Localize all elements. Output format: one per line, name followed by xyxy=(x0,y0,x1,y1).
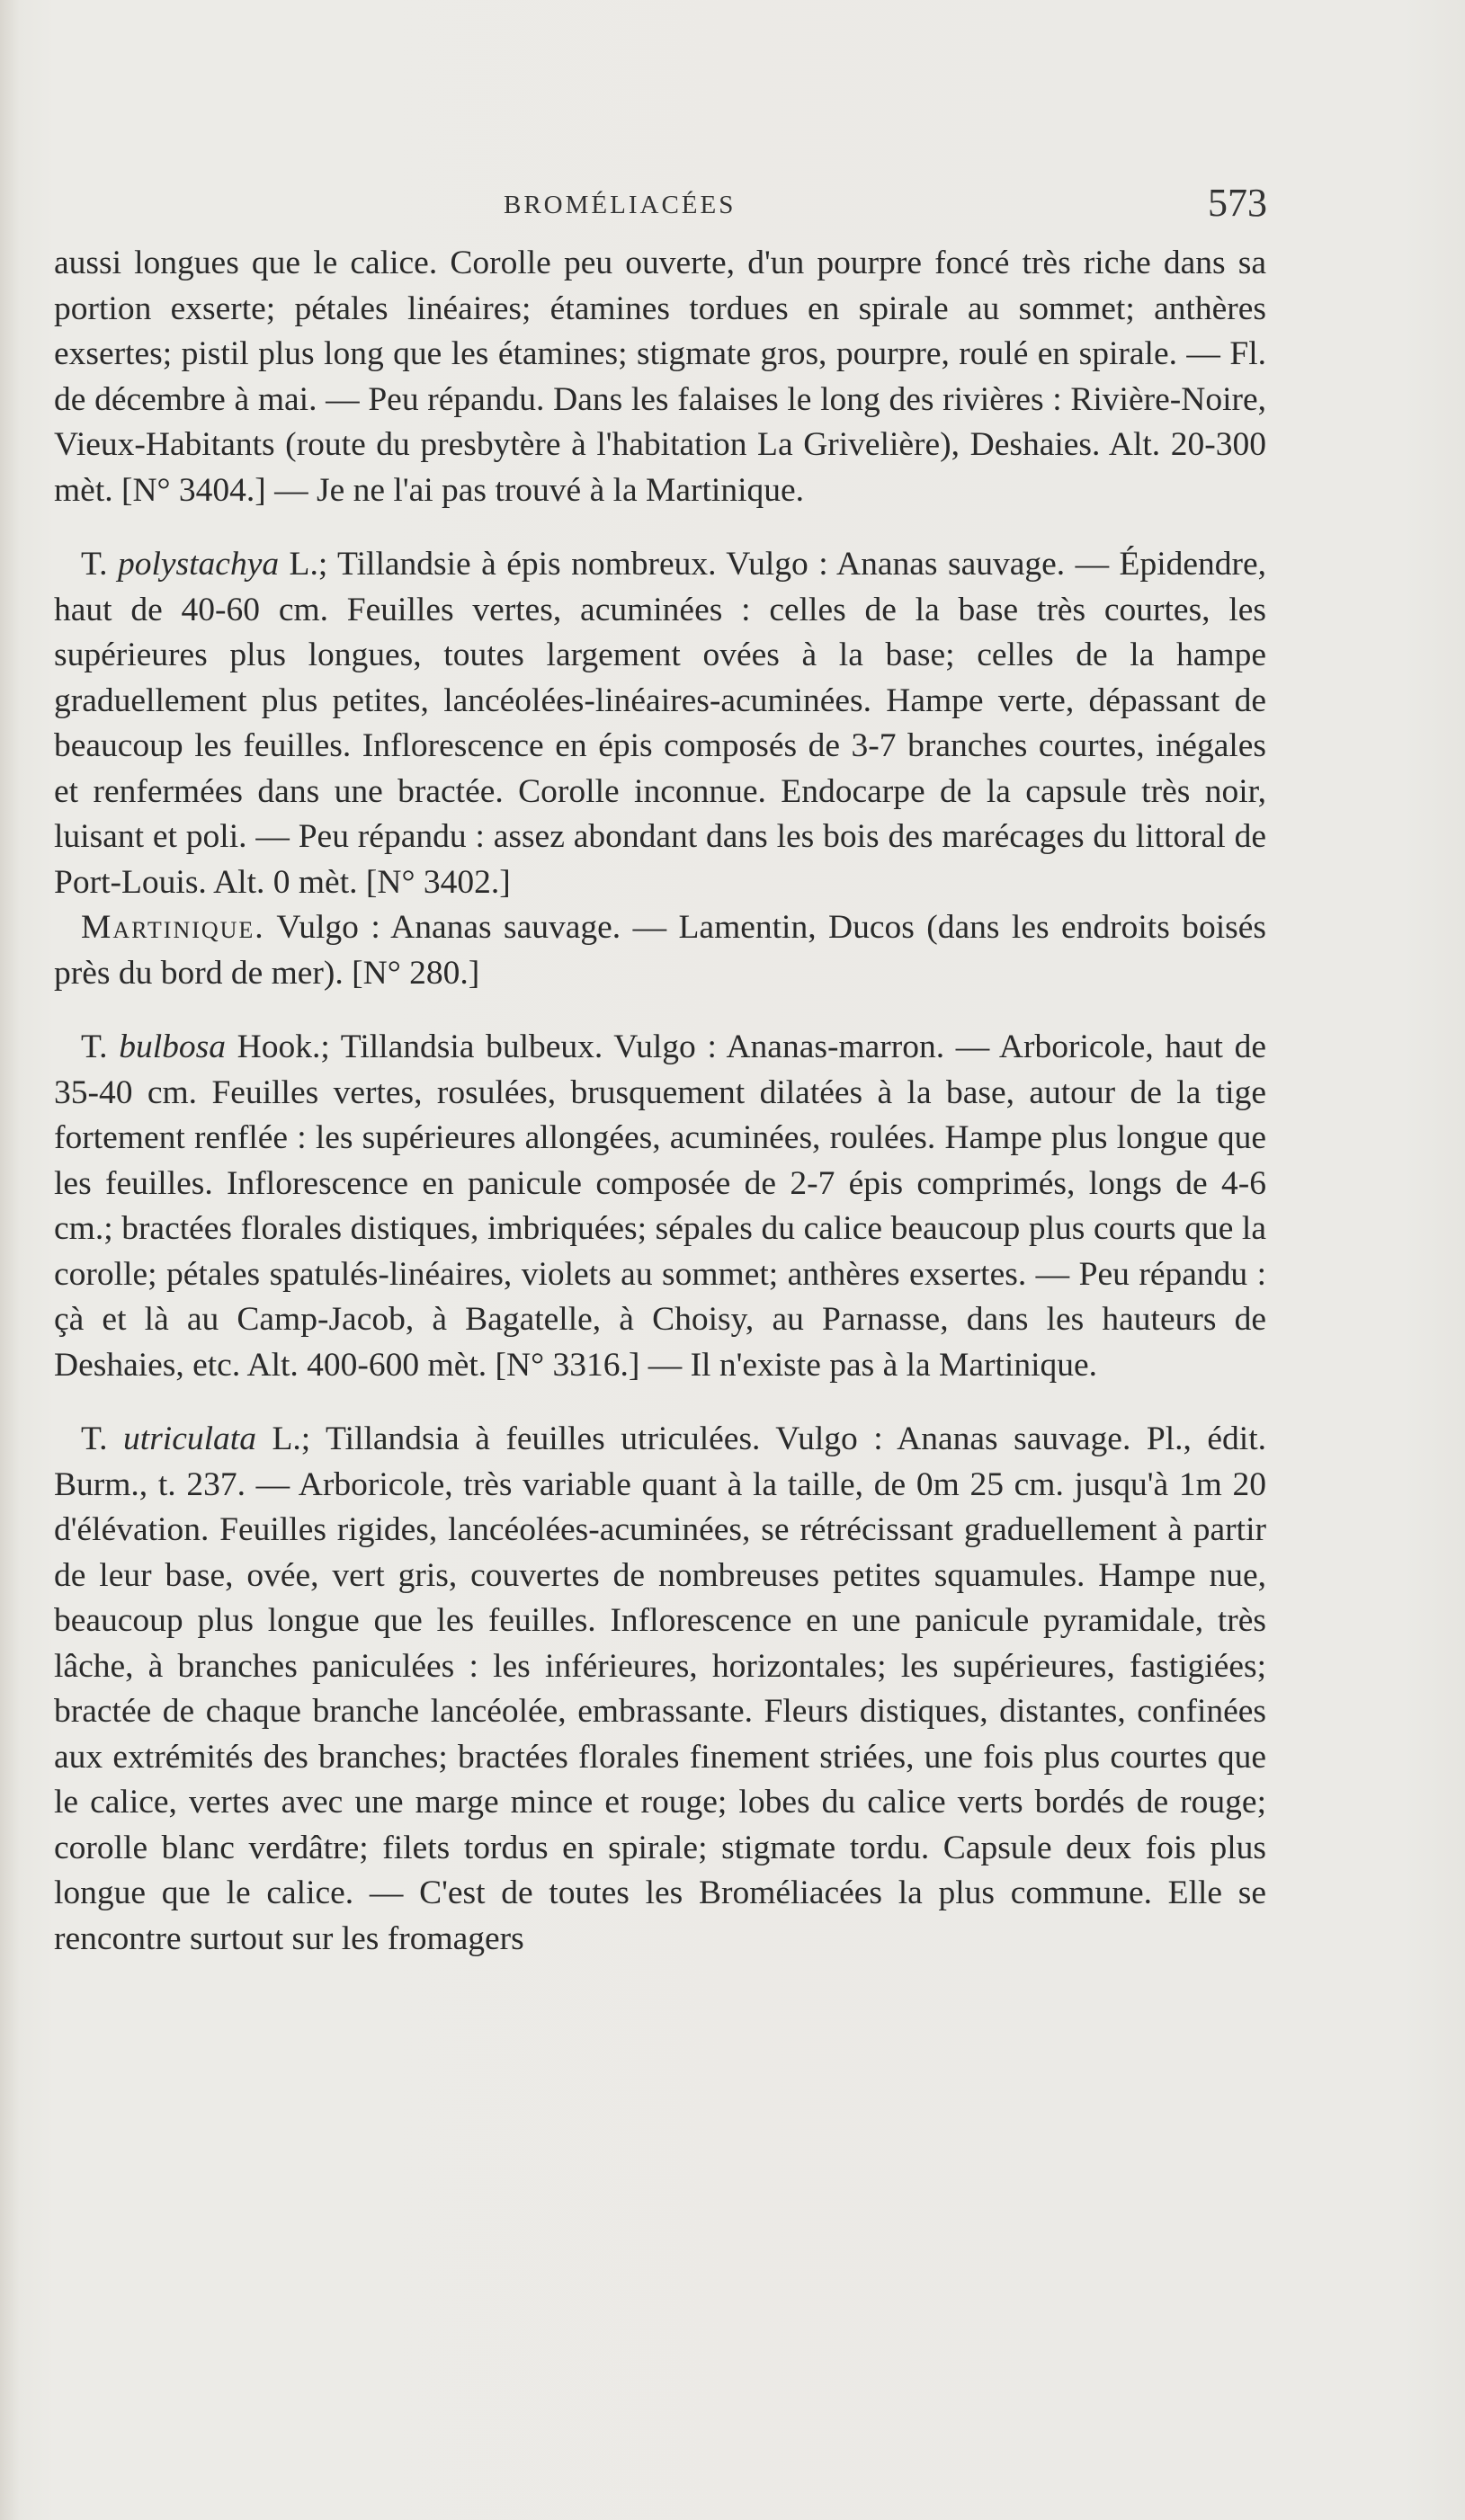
paragraph-text: L.; Tillandsia à feuilles utriculées. Vulgo : Ananas sauvage. Pl., édit. Burm., t. 237. — Arboricole, très variable quant à la taille, de 0m 25 cm. jusqu'à 1m 20 d'élévation. Feuilles rigides, lancéolées-acuminées, se rétrécissant graduellement à partir de leur base, ovée, vert gris, couvertes de nombreuses petites squamules. Hampe nue, beaucoup plus longue que les feuilles. Inflorescence en une panicule pyramidale, très lâche, à branches paniculées : les inférieures, horizontales; les supérieures, fastigiées; bractée de chaque branche lancéolée, embrassante. Fleurs distiques, distantes, confinées aux extrémités des branches; bractées florales finement striées, une fois plus courtes que le calice, vertes avec une marge mince et rouge; lobes du calice verts bordés de rouge; corolle blanc verdâtre; filets tordus en spirale; stigmate tordu. Capsule deux fois plus longue que le calice. — C'est de toutes les Broméliacées la plus commune. Elle se rencontre surtout sur les fromagers xyxy=(54,1420,1267,1957)
paragraph-text: L.; Tillandsie à épis nombreux. Vulgo : Ananas sauvage. — Épidendre, haut de 40-60 cm. Feuilles vertes, acuminées : celles de la base très courtes, les supérieures plus longues, toutes largement ovées à la base; celles de la hampe graduellement plus petites, lancéolées-linéaires-acuminées. Hampe verte, dépassant de beaucoup les feuilles. Inflorescence en épis composés de 3-7 branches courtes, inégales et renfermées dans une bractée. Corolle inconnue. Endocarpe de la capsule très noir, luisant et poli. — Peu répandu : assez abondant dans les bois des marécages du littoral de Port-Louis. Alt. 0 mèt. [N° 3402.] xyxy=(54,546,1267,901)
body-text xyxy=(54,241,1266,1962)
locality-heading: Martinique. xyxy=(81,909,265,946)
species-name: bulbosa xyxy=(119,1028,226,1065)
genus-abbrev: T. xyxy=(81,546,108,583)
species-name: utriculata xyxy=(123,1420,256,1457)
paragraph-martinique-note xyxy=(54,905,1266,996)
species-name: polystachya xyxy=(117,546,280,583)
running-title: BROMÉLIACÉES xyxy=(504,191,737,219)
genus-abbrev: T. xyxy=(81,1028,108,1065)
paragraph-text: Vulgo : Ananas sauvage. — Lamentin, Ducos (dans les endroits boisés près du bord de mer). [N° 280.] xyxy=(54,909,1266,992)
paragraph-tillandsia-bulbosa xyxy=(54,1025,1266,1388)
page-header xyxy=(0,180,1465,234)
paragraph-continuation xyxy=(54,241,1266,513)
paragraph-tillandsia-utriculata xyxy=(54,1417,1266,1962)
page-number: 573 xyxy=(1208,181,1267,225)
genus-abbrev: T. xyxy=(81,1420,108,1457)
paragraph-tillandsia-polystachya xyxy=(54,542,1266,905)
paragraph-text: Hook.; Tillandsia bulbeux. Vulgo : Ananas-marron. — Arboricole, haut de 35-40 cm. Feuilles vertes, rosulées, brusquement dilatées à la base, autour de la tige fortement renflée : les supérieures allongées, acuminées, roulées. Hampe plus longue que les feuilles. Inflorescence en panicule composée de 2-7 épis comprimés, longs de 4-6 cm.; bractées florales distiques, imbriquées; sépales du calice beaucoup plus courts que la corolle; pétales spatulés-linéaires, violets au sommet; anthères exsertes. — Peu répandu : çà et là au Camp-Jacob, à Bagatelle, à Choisy, au Parnasse, dans les hauteurs de Deshaies, etc. Alt. 400-600 mèt. [N° 3316.] — Il n'existe pas à la Martinique. xyxy=(54,1028,1267,1384)
paragraph-text: aussi longues que le calice. Corolle peu ouverte, d'un pourpre foncé très riche dans sa portion exserte; pétales linéaires; étamines tordues en spirale au sommet; anthères exsertes; pistil plus long que les étamines; stigmate gros, pourpre, roulé en spirale. — Fl. de décembre à mai. — Peu répandu. Dans les falaises le long des rivières : Rivière-Noire, Vieux-Habitants (route du presbytère à l'habitation La Grivelière), Deshaies. Alt. 20-300 mèt. [N° 3404.] — Je ne l'ai pas trouvé à la Martinique. xyxy=(54,245,1266,509)
